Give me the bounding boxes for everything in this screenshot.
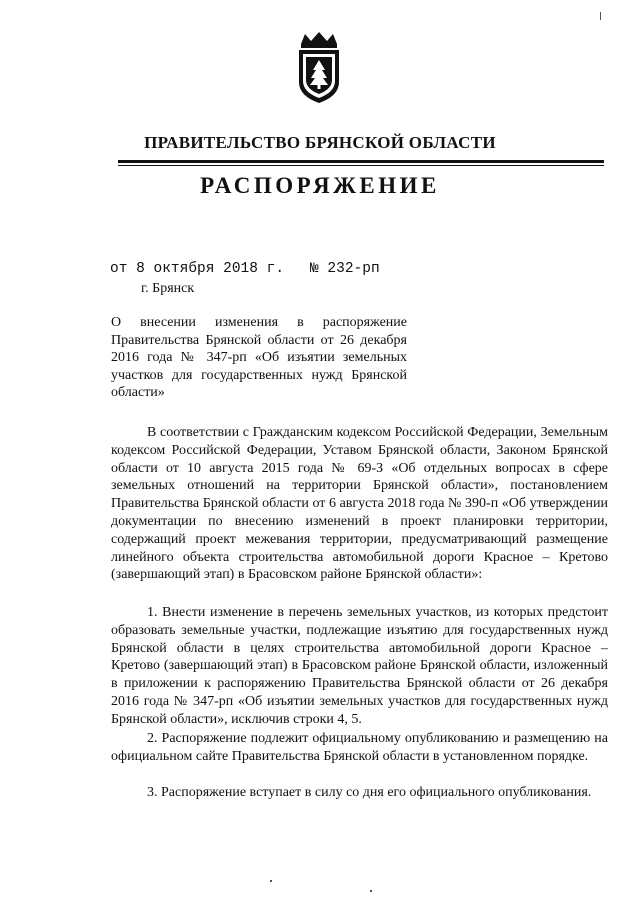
order-item-1: 1. Внести изменение в перечень земельных участков, из которых предстоит образовать земельные участки, подлежащие изъятию для государственных нужд Брянской области в целях строительства автомобильной дороги Красное – Кретово (завершающий этап) в Брасовском районе Брянской области, изложенный в приложении к распоряжению Правительства Брянской области от 26 декабря 2016 года № 347-рп «Об изъятии земельных участков для государственных нужд Брянской области», исключив строки 4, 5. — [111, 605, 608, 727]
header-rule-thin — [118, 165, 604, 166]
organization-title: ПРАВИТЕЛЬСТВО БРЯНСКОЙ ОБЛАСТИ — [144, 133, 496, 152]
order-item-2: 2. Распоряжение подлежит официальному опубликованию и размещению на официальном сайте Правительства Брянской области в установленном порядке. — [111, 731, 608, 764]
document-type-heading: РАСПОРЯЖЕНИЕ — [200, 173, 440, 198]
scan-speck — [370, 890, 372, 892]
document-date: от 8 октября 2018 г. — [110, 261, 285, 277]
intro-paragraph: В соответствии с Гражданским кодексом Российской Федерации, Земельным кодексом Российской Федерации, Уставом Брянской области, Законом Брянской области от 10 августа 2015 года № 69-З «Об отдельных вопросах в сфере земельных отношений на территории Брянской области», постановлением Правительства Брянской области от 6 августа 2018 года № 390-п «Об утверждении документации по внесению изменений в проект планировки территории, содержащий проект межевания территории, предусматривающий размещение линейного объекта строительства автомобильной дороги Красное – Кретово (завершающий этап) в Брасовском районе Брянской области»: — [111, 425, 608, 583]
scan-speck — [270, 880, 272, 882]
header-rule-thick — [118, 160, 604, 163]
order-item-3: 3. Распоряжение вступает в силу со дня его официального опубликования. — [147, 785, 592, 800]
document-city: г. Брянск — [141, 281, 195, 296]
document-number: № 232-рп — [310, 261, 380, 277]
document-subject: О внесении изменения в распоряжение Правительства Брянской области от 26 декабря 2016 года № 347-рп «Об изъятии земельных участков для государственных нужд Брянской области» — [111, 315, 407, 400]
bryansk-oblast-coat-of-arms-icon — [291, 30, 347, 106]
scan-speck — [600, 12, 601, 20]
date-number-line — [110, 261, 406, 277]
